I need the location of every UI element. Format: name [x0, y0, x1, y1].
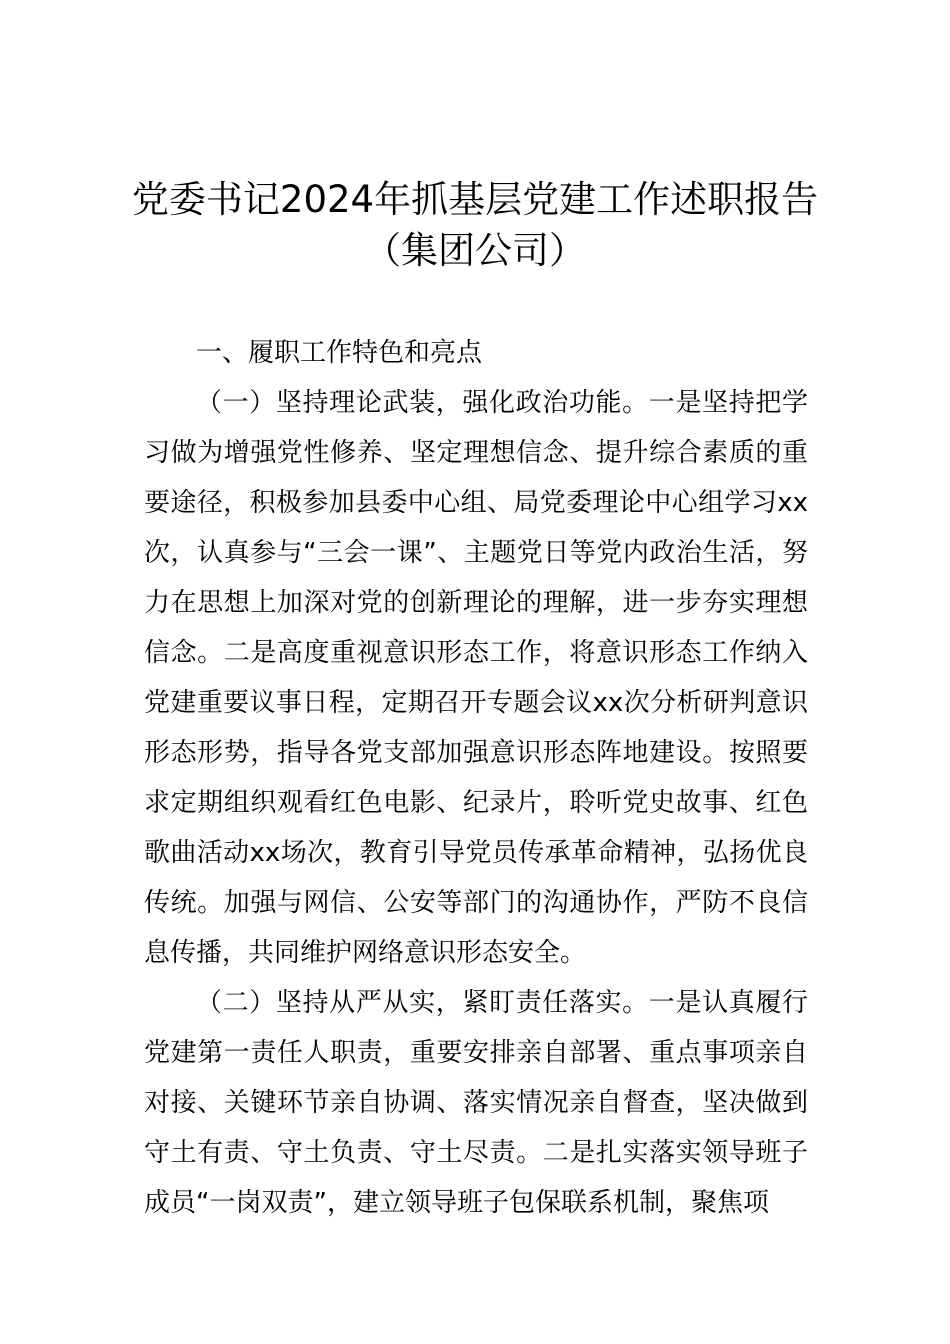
paragraph-2: （二）坚持从严从实，紧盯责任落实。一是认真履行党建第一责任人职责，重要安排亲自部署、重点事项亲自对接、关键环节亲自协调、落实情况亲自督查，坚决做到守土有责、守土负责、守土尽责。二是扎实落实领导班子成员“一岗双责”，建立领导班子包保联系机制，聚焦项: [144, 988, 808, 1218]
document-body: [144, 328, 808, 1228]
document-title: 党委书记2024年抓基层党建工作述职报告: [131, 178, 819, 221]
document-subtitle: （集团公司）: [364, 229, 586, 272]
paragraph-1: （一）坚持理论武装，强化政治功能。一是坚持把学习做为增强党性修养、坚定理想信念、提升综合素质的重要途径，积极参加县委中心组、局党委理论中心组学习xx次，认真参与“三会一课”、主题党日等党内政治生活，努力在思想上加深对党的创新理论的理解，进一步夯实理想信念。二是高度重视意识形态工作，将意识形态工作纳入党建重要议事日程，定期召开专题会议xx次分析研判意识形态形势，指导各党支部加强意识形态阵地建设。按照要求定期组织观看红色电影、纪录片，聆听党史故事、红色歌曲活动xx场次，教育引导党员传承革命精神，弘扬优良传统。加强与网信、公安等部门的沟通协作，严防不良信息传播，共同维护网络意识形态安全。: [144, 388, 808, 968]
section-heading: 一、履职工作特色和亮点: [196, 338, 483, 368]
